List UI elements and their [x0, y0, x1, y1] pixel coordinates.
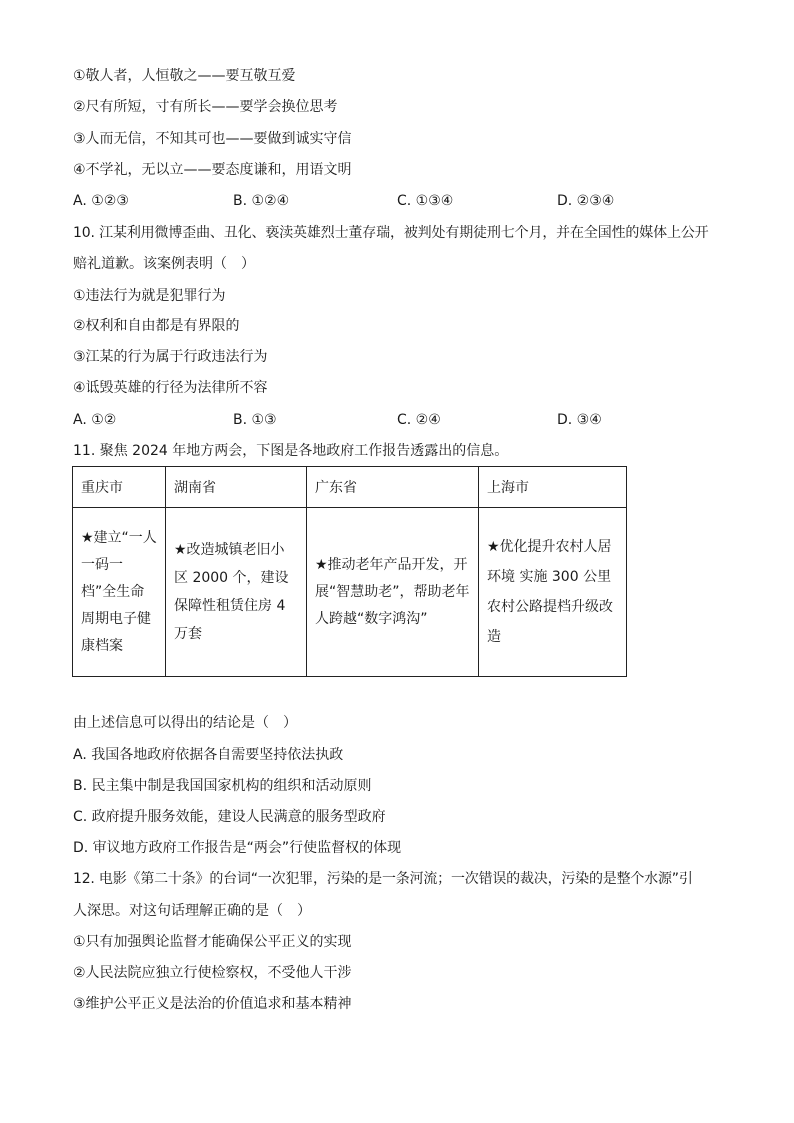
q11-option-d: D. 审议地方政府工作报告是“两会”行使监督权的体现: [73, 840, 402, 856]
q12-stem-line2: 人深思。对这句话理解正确的是（ ）: [73, 903, 311, 919]
q12-item-2: ②人民法院应独立行使检察权，不受他人干涉: [73, 965, 352, 981]
q10-item-4: ④诋毁英雄的行径为法律所不容: [73, 380, 268, 396]
q11-question: 由上述信息可以得出的结论是（ ）: [73, 715, 297, 731]
table-header-guangdong: 广东省: [307, 467, 479, 508]
q11-option-c: C. 政府提升服务效能，建设人民满意的服务型政府: [73, 809, 386, 825]
q9-option-b: B. ①②④: [233, 193, 290, 209]
q11-stem: 11. 聚焦 2024 年地方两会，下图是各地政府工作报告透露出的信息。: [73, 443, 509, 459]
q9-option-a: A. ①②③: [73, 193, 129, 209]
table-header-chongqing: 重庆市: [73, 467, 166, 508]
q11-option-b: B. 民主集中制是我国国家机构的组织和活动原则: [73, 778, 372, 794]
q9-item-2: ②尺有所短，寸有所长——要学会换位思考: [73, 99, 338, 115]
table-cell-guangdong: [307, 508, 479, 677]
table-header-shanghai: 上海市: [479, 467, 627, 508]
q10-option-b: B. ①③: [233, 412, 277, 428]
table-cell-text: ★改造城镇老旧小区 2000 个，建设保障性租赁住房 4 万套: [174, 542, 289, 642]
q12-stem-line1: 12. 电影《第二十条》的台词“一次犯罪，污染的是一条河流；一次错误的裁决，污染的是整个水源”引: [73, 871, 693, 887]
table-cell-shanghai: [479, 508, 627, 677]
q9-option-d: D. ②③④: [557, 193, 615, 209]
q10-stem-line2: 赔礼道歉。该案例表明（ ）: [73, 256, 255, 272]
q9-item-3: ③人而无信，不知其可也——要做到诚实守信: [73, 131, 352, 147]
table-cell-text: ★推动老年产品开发，开展“智慧助老”，帮助老年人跨越“数字鸿沟”: [315, 556, 470, 627]
table-cell-chongqing: [73, 508, 166, 677]
q12-item-1: ①只有加强舆论监督才能确保公平正义的实现: [73, 934, 352, 950]
q10-option-c: C. ②④: [397, 412, 441, 428]
q10-item-1: ①违法行为就是犯罪行为: [73, 288, 226, 304]
q10-item-2: ②权利和自由都是有界限的: [73, 318, 240, 334]
q11-info-table: [72, 466, 627, 677]
table-cell-text: ★建立“一人一码一档”全生命周期电子健康档案: [81, 529, 157, 654]
table-header-hunan: 湖南省: [166, 467, 307, 508]
q11-option-a: A. 我国各地政府依据各自需要坚持依法执政: [73, 747, 344, 763]
q12-item-3: ③维护公平正义是法治的价值追求和基本精神: [73, 996, 352, 1012]
table-cell-text: ★优化提升农村人居环境 实施 300 公里农村公路提档升级改造: [487, 539, 613, 645]
q10-option-a: A. ①②: [73, 412, 117, 428]
q9-item-1: ①敬人者，人恒敬之——要互敬互爱: [73, 68, 296, 84]
table-cell-hunan: [166, 508, 307, 677]
q9-item-4: ④不学礼，无以立——要态度谦和，用语文明: [73, 162, 352, 178]
q10-option-d: D. ③④: [557, 412, 602, 428]
q10-item-3: ③江某的行为属于行政违法行为: [73, 349, 268, 365]
q10-stem-line1: 10. 江某利用微博歪曲、丑化、亵渎英雄烈士董存瑞，被判处有期徒刑七个月，并在全国性的媒体上公开: [73, 225, 709, 241]
q9-option-c: C. ①③④: [397, 193, 454, 209]
